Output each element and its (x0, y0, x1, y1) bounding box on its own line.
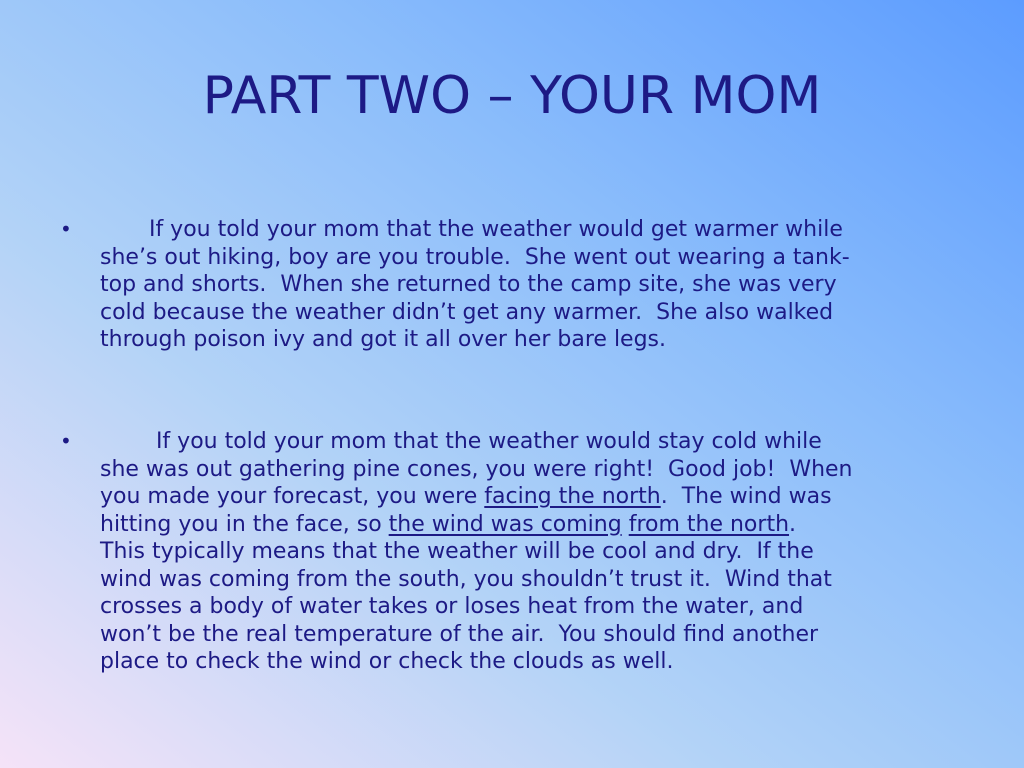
text-line (100, 511, 970, 539)
text-segment: you made your forecast, you were (100, 484, 485, 509)
text-line: This typically means that the weather will be cool and dry. If the (100, 539, 814, 564)
underlined-phrase-facing-north: facing the north (484, 484, 661, 509)
text-line: won’t be the real temperature of the air. You should find another (100, 621, 819, 647)
text-line: If you told your mom that the weather would get warmer while (100, 217, 843, 242)
text-line: wind was coming from the south, you shouldn’t trust it. Wind that (100, 566, 832, 592)
bullet-marker: • (60, 429, 72, 453)
text-segment (622, 512, 629, 537)
underlined-phrase-from-north: from the north (628, 511, 790, 537)
text-line: If you told your mom that the weather would stay cold while (100, 429, 822, 454)
text-line: top and shorts. When she returned to the camp site, she was very (100, 272, 837, 297)
text-line: crosses a body of water takes or loses heat from the water, and (100, 594, 804, 619)
text-line: place to check the wind or check the clouds as well. (100, 649, 674, 674)
text-line: cold because the weather didn’t get any warmer. She also walked (100, 299, 834, 325)
bullet-text-1 (100, 216, 970, 354)
bullet-marker: • (60, 217, 72, 241)
text-segment: . The wind was (660, 484, 832, 509)
slide-title: PART TWO – YOUR MOM (202, 66, 822, 126)
text-line: she’s out hiking, boy are you trouble. She went out wearing a tank- (100, 244, 850, 270)
text-segment: . (789, 511, 797, 537)
text-line: through poison ivy and got it all over her bare legs. (100, 327, 667, 352)
underlined-phrase-wind-coming: the wind was coming (388, 511, 622, 537)
text-segment: hitting you in the face, so (100, 511, 389, 537)
text-line: she was out gathering pine cones, you were right! Good job! When (100, 456, 853, 482)
text-line (100, 483, 970, 511)
bullet-text-2 (100, 428, 970, 676)
